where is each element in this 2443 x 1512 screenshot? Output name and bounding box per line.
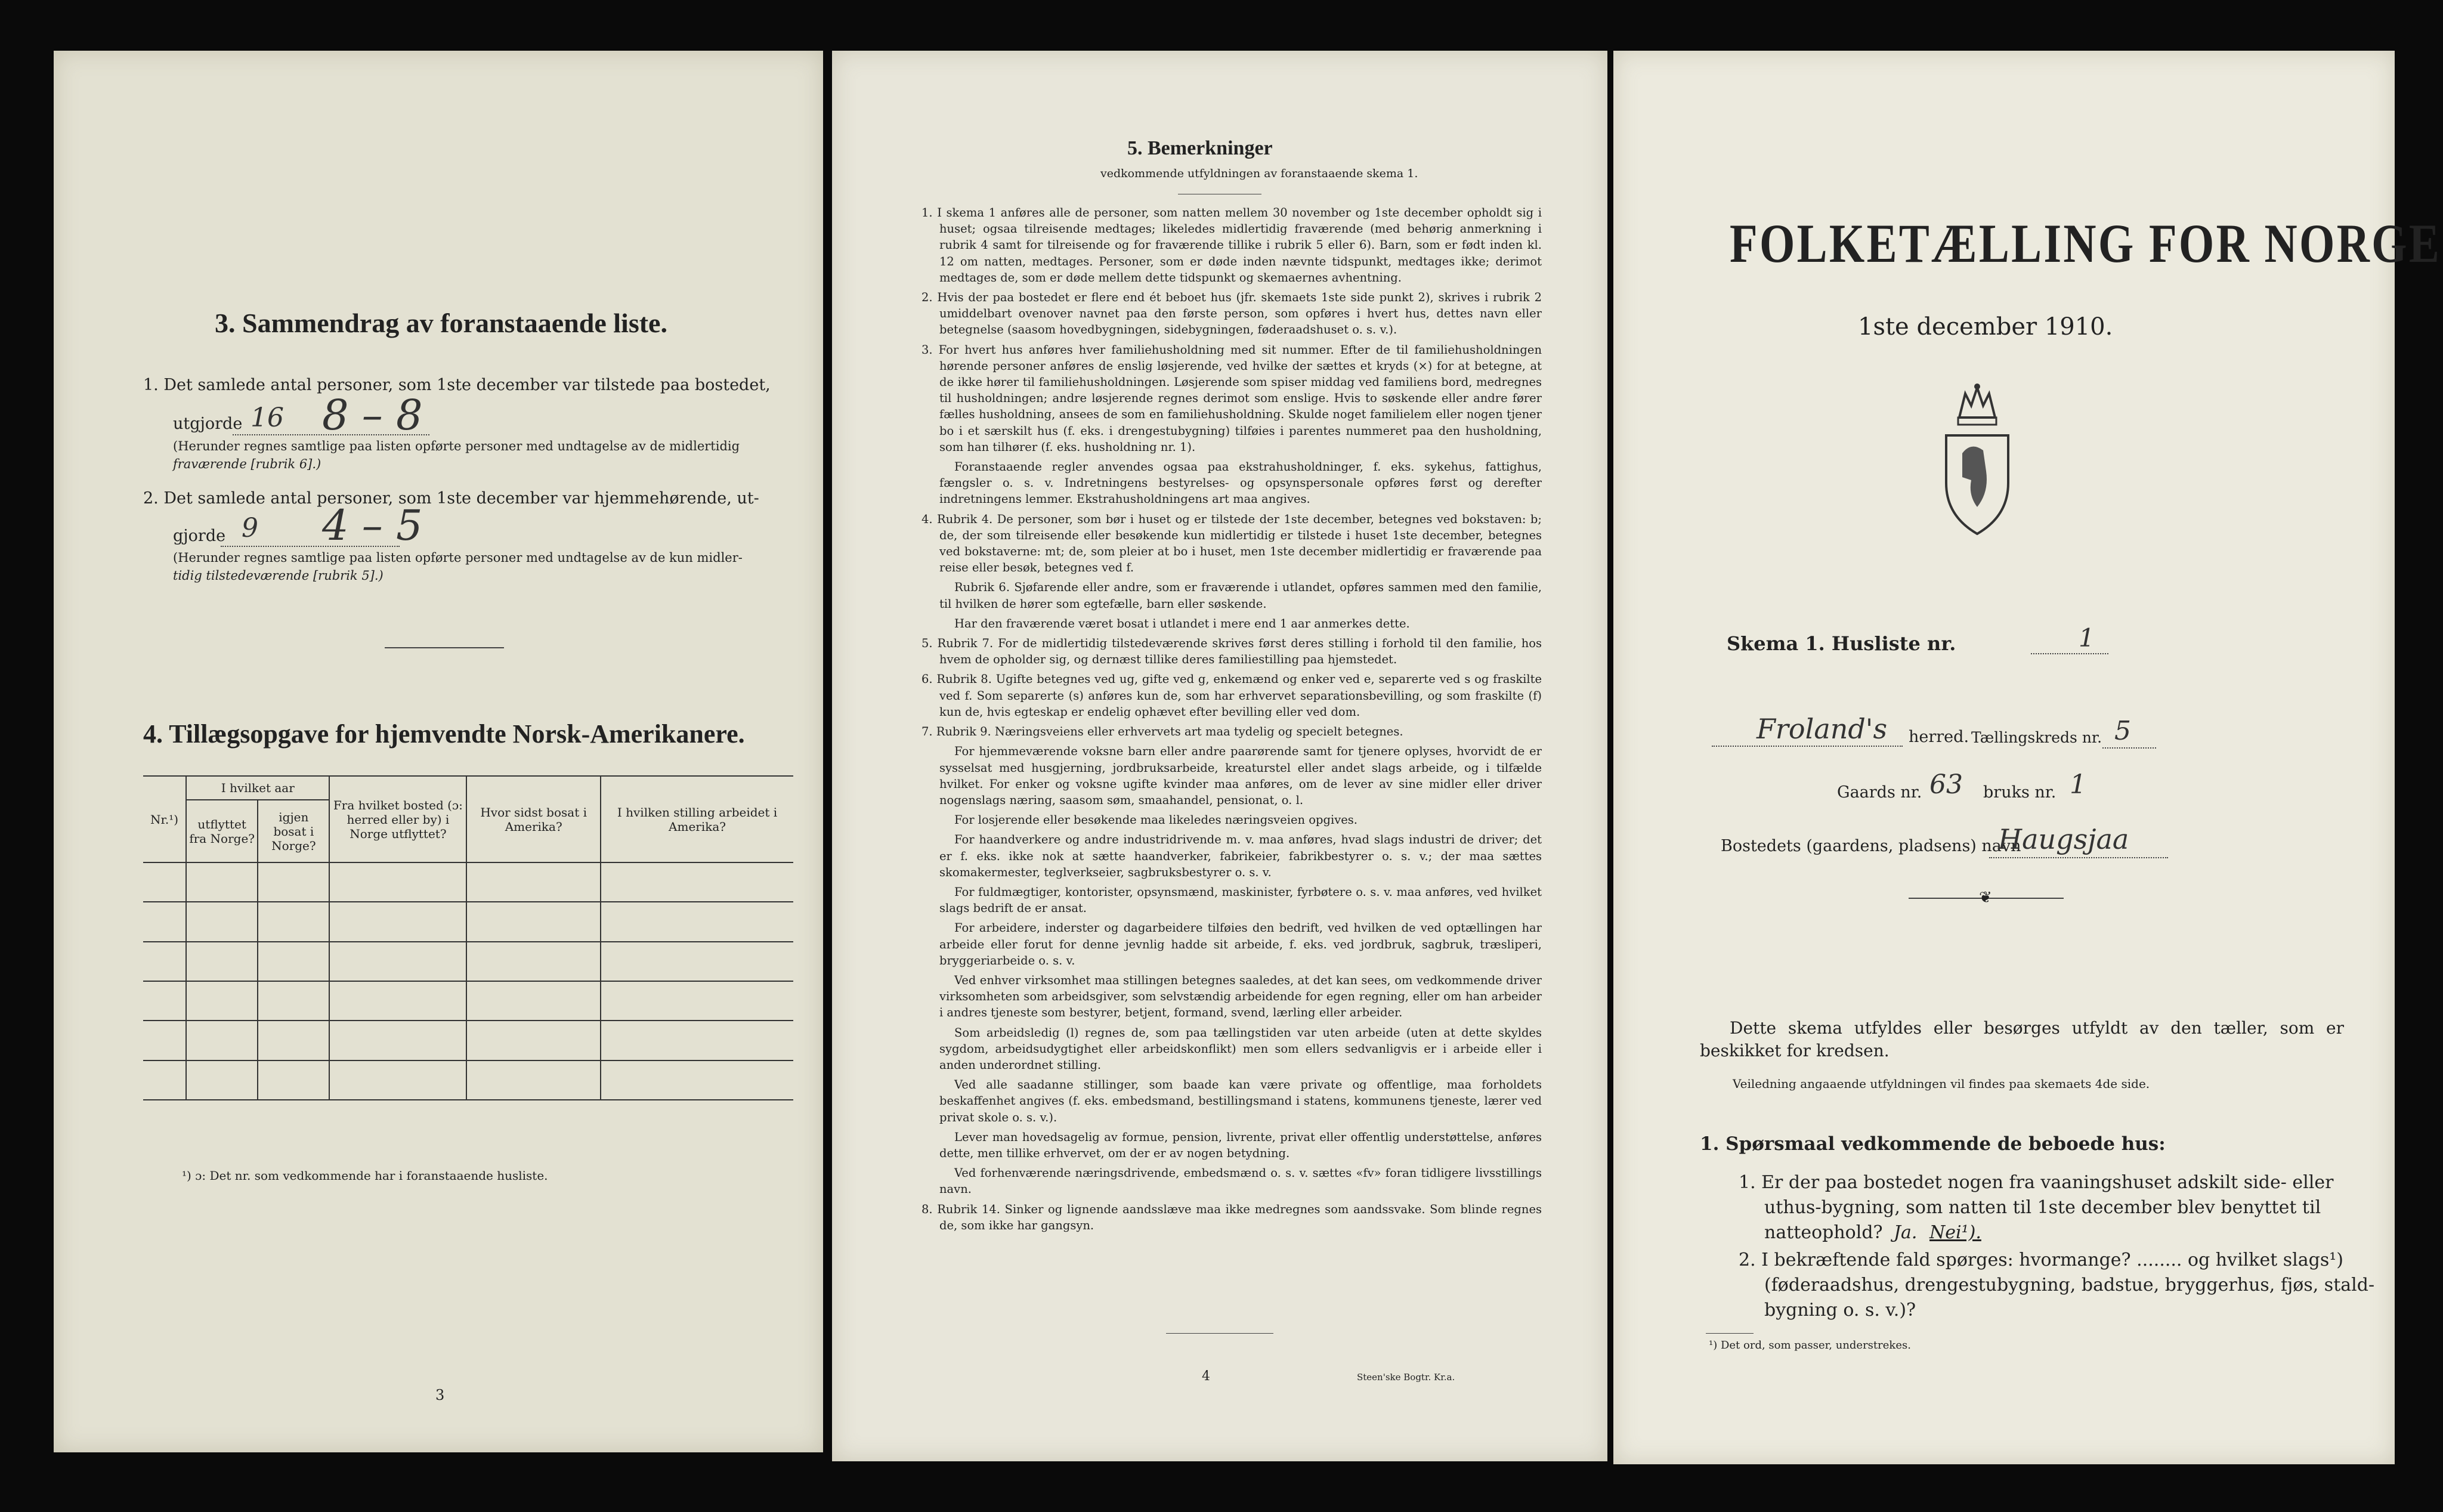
item2-line1: 2. Det samlede antal personer, som 1ste december var hjemmehørende, ut- [143, 489, 759, 508]
gaards-value: 63 [1929, 769, 1963, 800]
bemerkninger-title: 5. Bemerkninger [1127, 137, 1273, 159]
q1-ja[interactable]: Ja. [1894, 1222, 1918, 1243]
remark-paragraph: Ved alle saadanne stillinger, som baade kan være private og offentlige, maa forholdets beskaffenhet angives (f. eks. embedsmand, bestillingsmand i statens, kommunens tjeneste, lærer ved privat skole o. s. v.). [939, 1078, 1542, 1124]
item1-value: 16 [251, 403, 284, 433]
item1-note-line2: fraværende [rubrik 6].) [173, 457, 321, 471]
gaards-label: Gaards nr. [1837, 783, 1922, 802]
bruks-value: 1 [2070, 769, 2086, 800]
divider [385, 647, 504, 648]
remark-paragraph: For fuldmægtiger, kontorister, opsynsmænd, maskinister, fyrbøtere o. s. v. maa anføres, ved hvilket slags bedrift de er ansat. [939, 885, 1542, 916]
th-fra: Fra hvilket bosted (ɔ: herred eller by) i Norge utflyttet? [329, 776, 466, 862]
q1-nei[interactable]: Nei¹). [1929, 1222, 1981, 1243]
remark-paragraph: Rubrik 6. Sjøfarende eller andre, som er fraværende i utlandet, opføres sammen med den familie, til hvilken de hører som egtefælle, barn eller søskende. [939, 580, 1542, 611]
cover-instruction: Dette skema utfyldes eller besørges utfyldt av den tæller, som er beskikket for kredsen. [1700, 1018, 2344, 1060]
remark-paragraph: Ved forhenværende næringsdrivende, embedsmænd o. s. v. sættes «fv» foran tidligere livsstillings navn. [939, 1166, 1542, 1196]
kreds-value: 5 [2114, 716, 2131, 746]
item1-line1: 1. Det samlede antal personer, som 1ste december var tilstede paa bostedet, [143, 376, 771, 394]
th-group: I hvilket aar [186, 776, 329, 800]
item2-prefix: gjorde [173, 527, 226, 545]
cover-date: 1ste december 1910. [1858, 313, 2113, 341]
remark-paragraph: Foranstaaende regler anvendes ogsaa paa ekstrahusholdninger, f. eks. sykehus, fattighus, fængsler o. s. v. Indretningens bestyrelses- og opsynspersonale opføres først og derefter indretningens lemmer. Ekstrahusholdningens art maa angives. [939, 460, 1542, 506]
q1-line3: natteophold? [1764, 1222, 1883, 1243]
section3-title: 3. Sammendrag av foranstaaende liste. [215, 308, 667, 338]
q2-line1: 2. I bekræftende fald spørges: hvormange? ........ og hvilket slags¹) [1739, 1250, 2343, 1270]
remarks-list [921, 205, 1542, 1237]
herred-handwritten: Froland's [1757, 713, 1888, 745]
skema-label: Skema 1. Husliste nr. [1727, 632, 1956, 655]
norsk-amerikanere-table [143, 775, 793, 1100]
cover-footnote: ¹) Det ord, som passer, understrekes. [1709, 1339, 1911, 1352]
th-hvor: Hvor sidst bosat i Amerika? [466, 776, 601, 862]
page-number-3: 3 [435, 1387, 445, 1403]
remark-paragraph: 2. Hvis der paa bostedet er flere end ét beboet hus (jfr. skemaets 1ste side punkt 2), skrives i rubrik 2 umiddelbart ovenover navnet paa den første person, som opføres i hvert hus, dettes navn eller betegnelse (saasom hovedbygningen, sidebygningen, føderaadshuset o. s. v.). [921, 290, 1542, 337]
remark-paragraph: 8. Rubrik 14. Sinker og lignende aandsslæve maa ikke medregnes som aandssvake. Som blinde regnes de, som ikke har gangsyn. [921, 1202, 1542, 1232]
q2-line2: (føderaadshus, drengestubygning, badstue, bryggerhus, fjøs, stald- [1764, 1275, 2375, 1295]
cover-instruction-note: Veiledning angaaende utfyldningen vil findes paa skemaets 4de side. [1733, 1077, 2150, 1091]
page-4 [832, 51, 1607, 1461]
remark-paragraph: Som arbeidsledig (l) regnes de, som paa tællingstiden var uten arbeide (uten at dette skyldes sygdom, arbeidsudygtighet eller arbeidskonflikt) men som ellers sedvanligvis er i arbeide eller i anden underordnet stilling. [939, 1025, 1542, 1072]
remark-paragraph: 3. For hvert hus anføres hver familiehusholdning med sit nummer. Efter de til familiehusholdningen hørende personer anføres de enslig løsjerende, ved hvilke der sættes et kryds (×) for at betegne, at de ikke hører til familiehusholdningen. Løsjerende som spiser middag ved familiens bord, medregnes til husholdningen; andre løsjerende regnes derimot som enslige. Hvis to søskende eller andre fører fælles husholdning, ansees de som en familiehusholdning. Skulde noget familielem eller nogen tjener bo i et særskilt hus (f. eks. i drengestubygning) tilføies i parentes nummeret paa den husholdning, som han tilhører (f. eks. husholdning nr. 1). [921, 342, 1542, 454]
table-footnote: ¹) ɔ: Det nr. som vedkommende har i foranstaaende husliste. [182, 1168, 548, 1183]
bemerkninger-subtitle: vedkommende utfyldningen av foranstaaende skema 1. [1100, 167, 1418, 180]
kreds-label: Tællingskreds nr. [1971, 729, 2102, 746]
printer-mark: Steen'ske Bogtr. Kr.a. [1357, 1372, 1455, 1383]
remark-paragraph: Lever man hovedsagelig av formue, pension, livrente, privat eller offentlig understøttelse, anføres dette, men tillike erhvervet, om der er av nogen betydning. [939, 1130, 1542, 1160]
remark-paragraph: 7. Rubrik 9. Næringsveiens eller erhvervets art maa tydelig og specielt betegnes. [921, 725, 1403, 739]
item2-value: 9 [242, 513, 258, 543]
remark-paragraph: For arbeidere, inderster og dagarbeidere tilføies den bedrift, ved hvilken de ved optællingen har arbeide eller forut for denne jevnlig hadde sit arbeide, f. eks. ved jordbruk, sagbruk, træsliperi, bryggeriarbeide o. s. v. [939, 921, 1542, 967]
remark-paragraph: 5. Rubrik 7. For de midlertidig tilstedeværende skrives først deres stilling i forhold til den familie, hos hvem de opholder sig, og dernæst tillike deres familiestilling paa hjemstedet. [921, 636, 1542, 667]
ornament-icon: ❦ [1979, 889, 1992, 907]
remark-paragraph: For haandverkere og andre industridrivende m. v. maa anføres, hvad slags industri de driver; det er f. eks. ikke nok at sætte haandverker, fabrikeier, fabrikbestyrer o. s. v.; der maa sættes skomakermester, teglverkseier, sagbruksbestyrer o. s. v. [939, 833, 1542, 879]
coat-of-arms-icon [1935, 382, 2019, 537]
q2-line3: bygning o. s. v.)? [1764, 1300, 1916, 1321]
item2-note-line1: (Herunder regnes samtlige paa listen opførte personer med undtagelse av de kun midler- [173, 551, 743, 565]
remark-paragraph: 1. I skema 1 anføres alle de personer, som natten mellem 30 november og 1ste december opholdt sig i huset; ogsaa tilreisende medtages; likeledes midlertidig fraværende (med behørig anmerkning i rubrik 4 samt for tilreisende og for fraværende tillike i rubrik 5 eller 6). Barn, som er født inden kl. 12 om natten, medtages. Personer, som er døde inden nævnte tidspunkt, medtages ikke; derimot medtages de, som er døde mellem dette tidspunkt og skemaernes avhentning. [921, 206, 1542, 285]
q1-line2: uthus-bygning, som natten til 1ste december blev benyttet til [1764, 1197, 2321, 1218]
bruks-label: bruks nr. [1983, 783, 2057, 802]
bosted-label: Bostedets (gaardens, pladsens) navn [1721, 837, 2021, 855]
item1-note-line1: (Herunder regnes samtlige paa listen opførte personer med undtagelse av de midlertidig [173, 439, 740, 453]
q1-line1: 1. Er der paa bostedet nogen fra vaaningshuset adskilt side- eller [1739, 1172, 2334, 1193]
remark-paragraph: 4. Rubrik 4. De personer, som bør i huset og er tilstede der 1ste december, betegnes ved bokstaven: b; de, der som tilreisende eller besøkende kun midlertidig er tilstede i huset 1ste december, betegnes ved bokstaverne: mt; de, som pleier at bo i huset, men 1ste december midlertidig er fraværende paa reise eller besøk, betegnes ved f. [921, 512, 1542, 575]
cover-page [1613, 51, 2442, 1464]
page-number-4: 4 [1202, 1369, 1210, 1384]
item1-handwritten: 8 – 8 [322, 391, 423, 440]
question-title: 1. Spørsmaal vedkommende de beboede hus: [1700, 1133, 2166, 1155]
th-stilling: I hvilken stilling arbeidet i Amerika? [601, 776, 793, 862]
remark-paragraph: 6. Rubrik 8. Ugifte betegnes ved ug, gifte ved g, enkemænd og enker ved e, separerte ved s og fraskilte ved f. Som separerte (s) anføres kun de, som har erhvervet separationsbevilling, og som fraskilte (f) kun de, hvis egteskap er endelig ophævet efter bevilling eller ved dom. [921, 672, 1542, 719]
page-3 [54, 51, 823, 1452]
item2-handwritten: 4 – 5 [322, 501, 423, 550]
section4-title: 4. Tillægsopgave for hjemvendte Norsk-Amerikanere. [143, 719, 745, 749]
remark-paragraph: For hjemmeværende voksne barn eller andre paarørende samt for tjenere oplyses, hvorvidt de er sysselsat med husgjerning, jordbruksarbeide, kreaturstel eller andet slags arbeide, og i tilfælde hvilket. For enker og voksne ugifte kvinder maa anføres, om de lever av sine midler eller driver nogenslags næring, saasom søm, smaahandel, pensionat, o. l. [939, 744, 1542, 807]
th-utflyttet: utflyttet fra Norge? [186, 800, 258, 862]
th-nr: Nr.¹) [143, 776, 186, 862]
cover-title: FOLKETÆLLING FOR NORGE [1730, 213, 2442, 274]
remark-paragraph: Ved enhver virksomhet maa stillingen betegnes saaledes, at det kan sees, om vedkommende driver virksomheten som arbeidsgiver, som selvstændig arbeidende for egen regning, eller om han arbeider i andres tjeneste som bestyrer, betjent, formand, svend, lærling eller arbeider. [939, 973, 1542, 1020]
remark-paragraph: Har den fraværende været bosat i utlandet i mere end 1 aar anmerkes dette. [954, 616, 1410, 630]
th-igjen: igjen bosat i Norge? [258, 800, 329, 862]
herred-label: herred. [1909, 728, 1969, 746]
item1-prefix: utgjorde [173, 415, 243, 433]
item2-note-line2: tidig tilstedeværende [rubrik 5].) [173, 568, 384, 583]
skema-value: 1 [2079, 623, 2095, 653]
remark-paragraph: For losjerende eller besøkende maa likeledes næringsveien opgives. [954, 813, 1357, 827]
bosted-handwritten: Haugsjaa [1998, 823, 2129, 855]
